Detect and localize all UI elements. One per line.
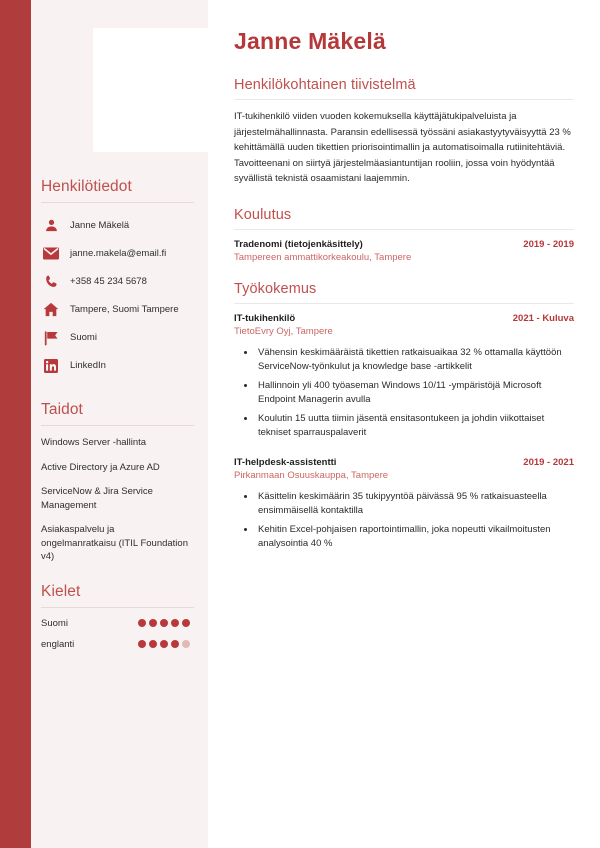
language-rating	[138, 619, 190, 627]
summary-text: IT-tukihenkilö viiden vuoden kokemuksella käyttäjätukipalveluista ja järjestelmähallinnasta. Paransin edellisessä työssäni asiakastyytyväisyyttä 23 % kehittämällä uuden tikettien priorisointimallin ja automatisoimalla rutiinitehtäviä. Tavoitteenani on siirtyä järjestelmäasiantuntijan rooliin, jossa voin hyödyntää syvällistä teknistä osaamistani laajemmin.	[234, 111, 571, 184]
entry-title: IT-helpdesk-assistentti	[234, 456, 337, 468]
entry-date: 2019 - 2021	[523, 456, 574, 468]
entry-header	[234, 239, 574, 250]
languages-list	[39, 618, 196, 650]
rating-dot	[149, 619, 157, 627]
rating-dot	[160, 619, 168, 627]
profile-photo-placeholder	[93, 28, 221, 152]
rating-dot	[182, 640, 190, 648]
entry-header	[234, 313, 574, 324]
experience-entry	[234, 313, 574, 441]
rating-dot	[171, 640, 179, 648]
entry-title: Tradenomi (tietojenkäsittely)	[234, 238, 363, 250]
contact-row-phone[interactable]	[41, 269, 196, 294]
phone-icon	[41, 273, 61, 291]
contact-value: LinkedIn	[70, 360, 106, 371]
sidebar-divider-personal	[41, 202, 194, 203]
entry-organization: Tampereen ammattikorkeakoulu, Tampere	[234, 251, 412, 263]
contact-row-linkedin[interactable]	[41, 353, 196, 378]
section-education	[234, 207, 574, 263]
main-content	[208, 0, 600, 848]
list-item: Windows Server -hallinta	[41, 437, 147, 448]
sidebar-divider-languages	[41, 607, 194, 608]
language-name: englanti	[41, 638, 75, 650]
section-heading-summary: Henkilökohtainen tiivistelmä	[234, 77, 416, 93]
contact-value: janne.makela@email.fi	[70, 248, 167, 259]
language-rating	[138, 640, 190, 648]
contact-row-address	[41, 297, 196, 322]
section-divider	[234, 99, 574, 100]
contact-list	[39, 213, 196, 378]
contact-value: +358 45 234 5678	[70, 276, 147, 287]
entry-bullet-list	[234, 490, 574, 552]
section-divider	[234, 303, 574, 304]
rating-dot	[182, 619, 190, 627]
list-item: Asiakaspalvelu ja ongelmanratkaisu (ITIL Foundation v4)	[41, 524, 188, 562]
list-item: • Kehitin Excel-pohjaisen raportointimallin, joka nopeutti vikailmoitusten analysointia 40 %	[256, 523, 574, 552]
entry-bullet-list	[234, 346, 574, 441]
entry-organization: Pirkanmaan Osuuskauppa, Tampere	[234, 469, 389, 481]
list-item	[39, 618, 196, 629]
sidebar-heading-languages: Kielet	[41, 582, 81, 600]
contact-row-name	[41, 213, 196, 238]
rating-dot	[138, 640, 146, 648]
education-entry	[234, 239, 574, 263]
sidebar-divider-skills	[41, 425, 194, 426]
list-item: • Käsittelin keskimäärin 35 tukipyyntöä päivässä 95 % ratkaisuasteella ensimmäisellä kontaktilla	[256, 490, 574, 519]
sidebar	[31, 0, 208, 848]
rating-dot	[138, 619, 146, 627]
list-item: • Koulutin 15 uutta tiimin jäsentä ensitasontukeen ja johdin viikottaiset tekniset sparrauspalaverit	[256, 412, 574, 441]
entry-date: 2021 - Kuluva	[512, 312, 574, 324]
linkedin-icon	[41, 357, 61, 375]
skills-list	[39, 436, 196, 564]
person-icon	[41, 217, 61, 235]
entry-date: 2019 - 2019	[523, 238, 574, 250]
sidebar-heading-skills: Taidot	[41, 401, 83, 418]
rating-dot	[171, 619, 179, 627]
language-name: Suomi	[41, 617, 68, 629]
envelope-icon	[41, 245, 61, 263]
entry-header	[234, 457, 574, 468]
list-item: Active Directory ja Azure AD	[41, 461, 160, 473]
flag-icon	[41, 329, 61, 347]
entry-organization: TietoEvry Oyj, Tampere	[234, 325, 333, 337]
entry-title: IT-tukihenkilö	[234, 312, 296, 324]
contact-value: Suomi	[70, 332, 97, 343]
rating-dot	[149, 640, 157, 648]
contact-value: Janne Mäkelä	[70, 220, 130, 231]
home-icon	[41, 301, 61, 319]
section-heading-education: Koulutus	[234, 206, 292, 223]
list-item: • Hallinnoin yli 400 työaseman Windows 10/11 -ympäristöjä Microsoft Endpoint Managerin avulla	[256, 379, 574, 408]
list-item: ServiceNow & Jira Service Management	[41, 486, 153, 511]
contact-row-email[interactable]	[41, 241, 196, 266]
contact-value: Tampere, Suomi Tampere	[70, 304, 179, 315]
experience-entry	[234, 457, 574, 552]
left-accent-bar	[0, 0, 31, 848]
page-title: Janne Mäkelä	[234, 28, 386, 54]
list-item: • Vähensin keskimääräistä tikettien ratkaisuaikaa 32 % ottamalla käyttöön ServiceNow-työnkulut ja knowledge base -artikkelit	[256, 346, 574, 375]
contact-row-nationality	[41, 325, 196, 350]
section-divider	[234, 229, 574, 230]
list-item	[39, 639, 196, 650]
section-heading-experience: Työkokemus	[234, 280, 317, 297]
rating-dot	[160, 640, 168, 648]
section-experience	[234, 281, 574, 552]
sidebar-heading-personal: Henkilötiedot	[41, 178, 132, 195]
section-summary	[234, 77, 574, 187]
